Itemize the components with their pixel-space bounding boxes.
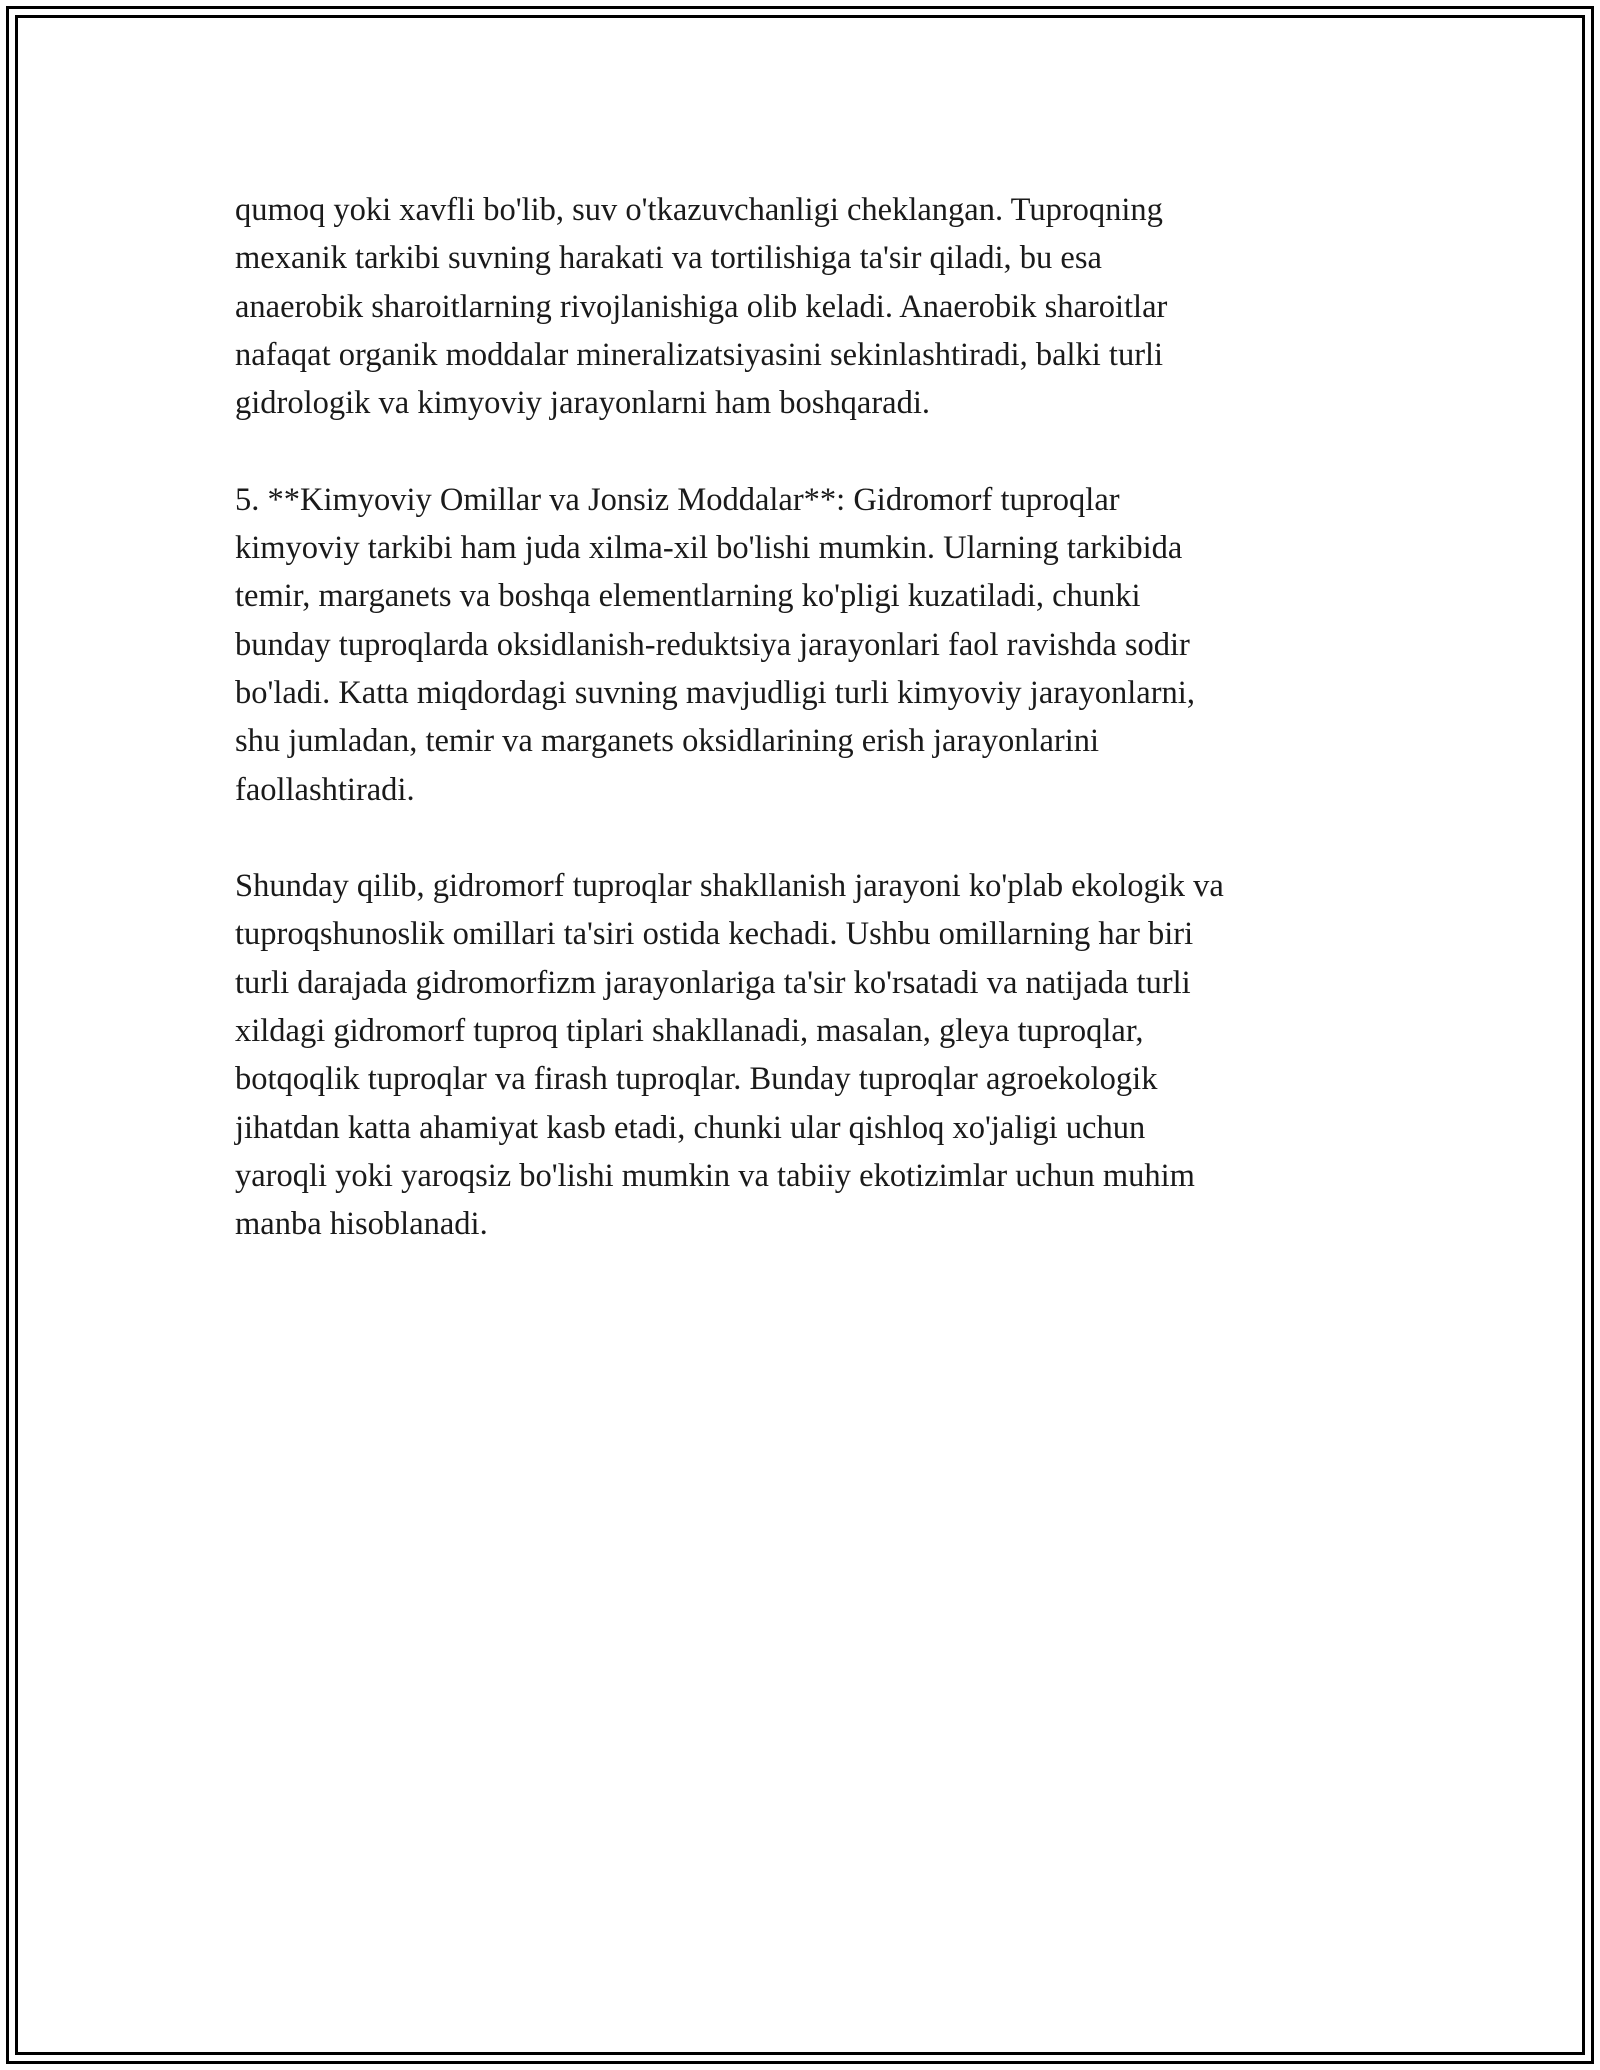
paragraph-conclusion: Shunday qilib, gidromorf tuproqlar shakllanish jarayoni ko'plab ekologik va tuproqshunoslik omillari ta'siri ostida kechadi. Ushbu omillarning har biri turli darajada gidromorfizm jarayonlariga ta'sir ko'rsatadi va natijada turli xildagi gidromorf tuproq tiplari shakllanadi, masalan, gleya tuproqlar, botqoqlik tuproqlar va firash tuproqlar. Bunday tuproqlar agroekologik jihatdan katta ahamiyat kasb etadi, chunki ular qishloq xo'jaligi uchun yaroqli yoki yaroqsiz bo'lishi mumkin va tabiiy ekotizimlar uchun muhim manba hisoblanadi. bbox=[235, 868, 1224, 1243]
document-body bbox=[235, 186, 1365, 1297]
paragraph-chemical-factors: 5. **Kimyoviy Omillar va Jonsiz Moddalar**: Gidromorf tuproqlar kimyoviy tarkibi ham juda xilma-xil bo'lishi mumkin. Ularning tarkibida temir, marganets va boshqa elementlarning ko'pligi kuzatiladi, chunki bunday tuproqlarda oksidlanish-reduktsiya jarayonlari faol ravishda sodir bo'ladi. Katta miqdordagi suvning mavjudligi turli kimyoviy jarayonlarni, shu jumladan, temir va marganets oksidlarining erish jarayonlarini faollashtiradi. bbox=[235, 481, 1195, 808]
paragraph-soil-texture: qumoq yoki xavfli bo'lib, suv o'tkazuvchanligi cheklangan. Tuproqning mexanik tarkibi suvning harakati va tortilishiga ta'sir qiladi, bu esa anaerobik sharoitlarning rivojlanishiga olib keladi. Anaerobik sharoitlar nafaqat organik moddalar mineralizatsiyasini sekinlashtiradi, balki turli gidrologik va kimyoviy jarayonlarni ham boshqaradi. bbox=[235, 192, 1168, 422]
